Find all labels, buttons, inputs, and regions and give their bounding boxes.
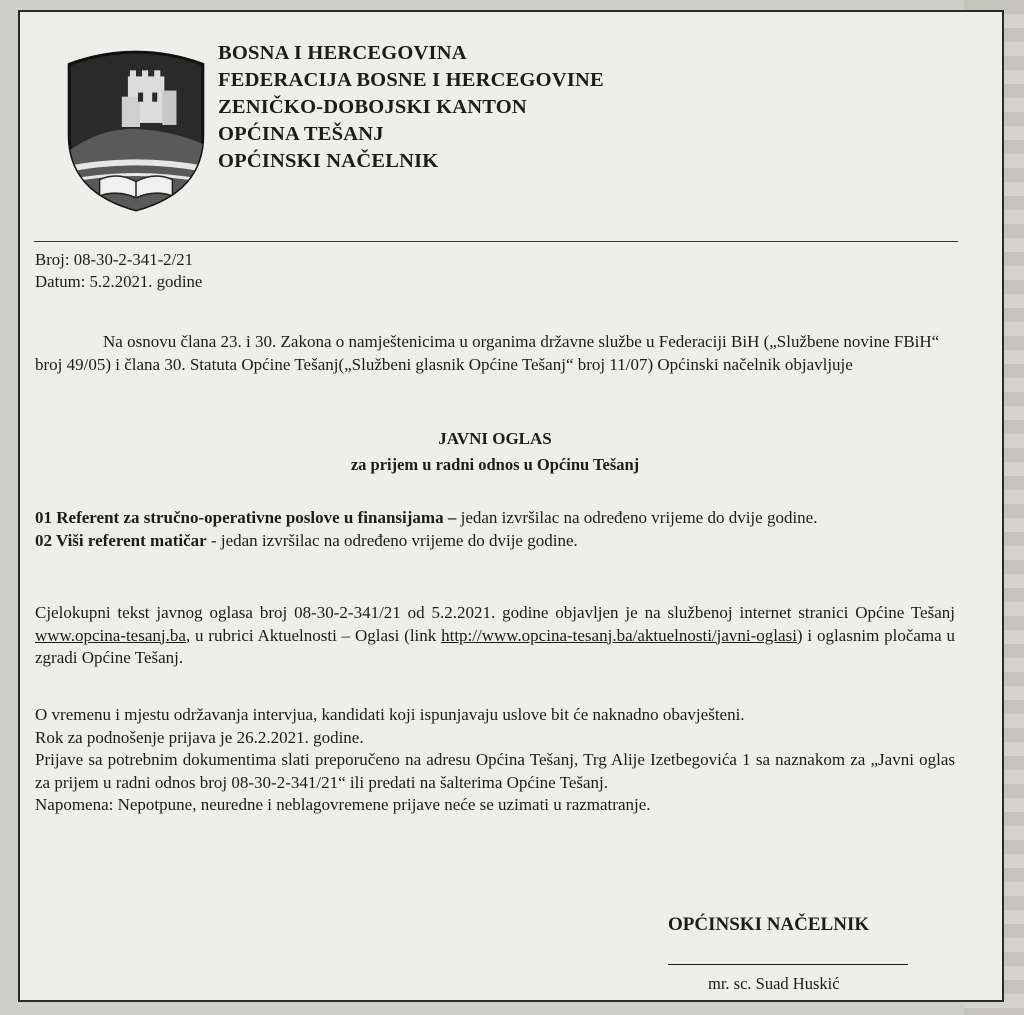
issuer-header [218,40,604,175]
intro-paragraph: Na osnovu člana 23. i 30. Zakona o namještenicima u organima državne službe u Federaciji BiH („Službene novine FBiH“ broj 49/05) i člana 30. Statuta Općine Tešanj(„Službeni glasnik Općine Tešanj“ broj 11/07) Općinski načelnik objavljuje [35,332,940,374]
signer-name: mr. sc. Suad Huskić [708,974,840,993]
header-office: OPĆINSKI NAČELNIK [218,150,439,172]
publication-text: ) i oglasnim pločama u zgradi Općine Tešanj. [35,625,955,667]
position-separator: – [443,508,461,527]
header-municipality: OPĆINA TEŠANJ [218,123,384,145]
header-country: BOSNA I HERCEGOVINA [218,42,467,64]
announcement-subtitle: za prijem u radni odnos u Općinu Tešanj [350,455,640,474]
announcements-link[interactable]: http://www.opcina-tesanj.ba/aktuelnosti/javni-oglasi [441,625,797,645]
document-date: Datum: 5.2.2021. godine [35,272,203,291]
signature-line [668,964,908,965]
interview-note: O vremenu i mjestu održavanja intervjua, kandidati koji ispunjavaju uslove bit će naknadno obavješteni. [35,705,745,724]
header-federation: FEDERACIJA BOSNE I HERCEGOVINE [218,69,604,91]
application-notes [35,704,955,817]
header-canton: ZENIČKO-DOBOJSKI KANTON [218,96,527,118]
document-meta [35,249,202,293]
coat-of-arms-icon [50,42,222,214]
submission-note: Prijave sa potrebnim dokumentima slati preporučeno na adresu Općina Tešanj, Trg Alije Izetbegovića 1 sa naznakom za „Javni oglas za prijem u radni odnos broj 08-30-2-341/21“ ili predati na šalterima Općine Tešanj. [35,750,955,792]
announcement-page [18,10,1004,1002]
position-name: 01 Referent za stručno-operativne poslove u finansijama [35,508,444,527]
announcement-title: JAVNI OGLAS [438,429,552,448]
deadline-note: Rok za podnošenje prijava je 26.2.2021. godine. [35,727,364,747]
position-item [35,506,955,529]
signature-title: OPĆINSKI NAČELNIK [668,914,870,935]
website-link[interactable]: www.opcina-tesanj.ba [35,625,186,645]
remark-note: Napomena: Nepotpune, neuredne i neblagovremene prijave neće se uzimati u razmatranje. [35,795,651,814]
publication-text: , u rubrici Aktuelnosti – Oglasi (link [185,625,442,645]
positions-list [35,506,955,552]
publication-text: Cjelokupni tekst javnog oglasa broj 08-30-2-341/21 od 5.2.2021. godine objavljen je na službenoj internet stranici Općine Tešanj [35,603,955,622]
position-description: jedan izvršilac na određeno vrijeme do dvije godine. [220,531,578,550]
publication-paragraph [35,602,955,670]
position-separator: - [206,531,221,550]
reference-number: Broj: 08-30-2-341-2/21 [35,250,194,269]
position-item [35,529,955,552]
header-divider [34,241,958,242]
position-name: 02 Viši referent matičar [35,531,207,550]
position-description: jedan izvršilac na određeno vrijeme do dvije godine. [460,508,818,527]
